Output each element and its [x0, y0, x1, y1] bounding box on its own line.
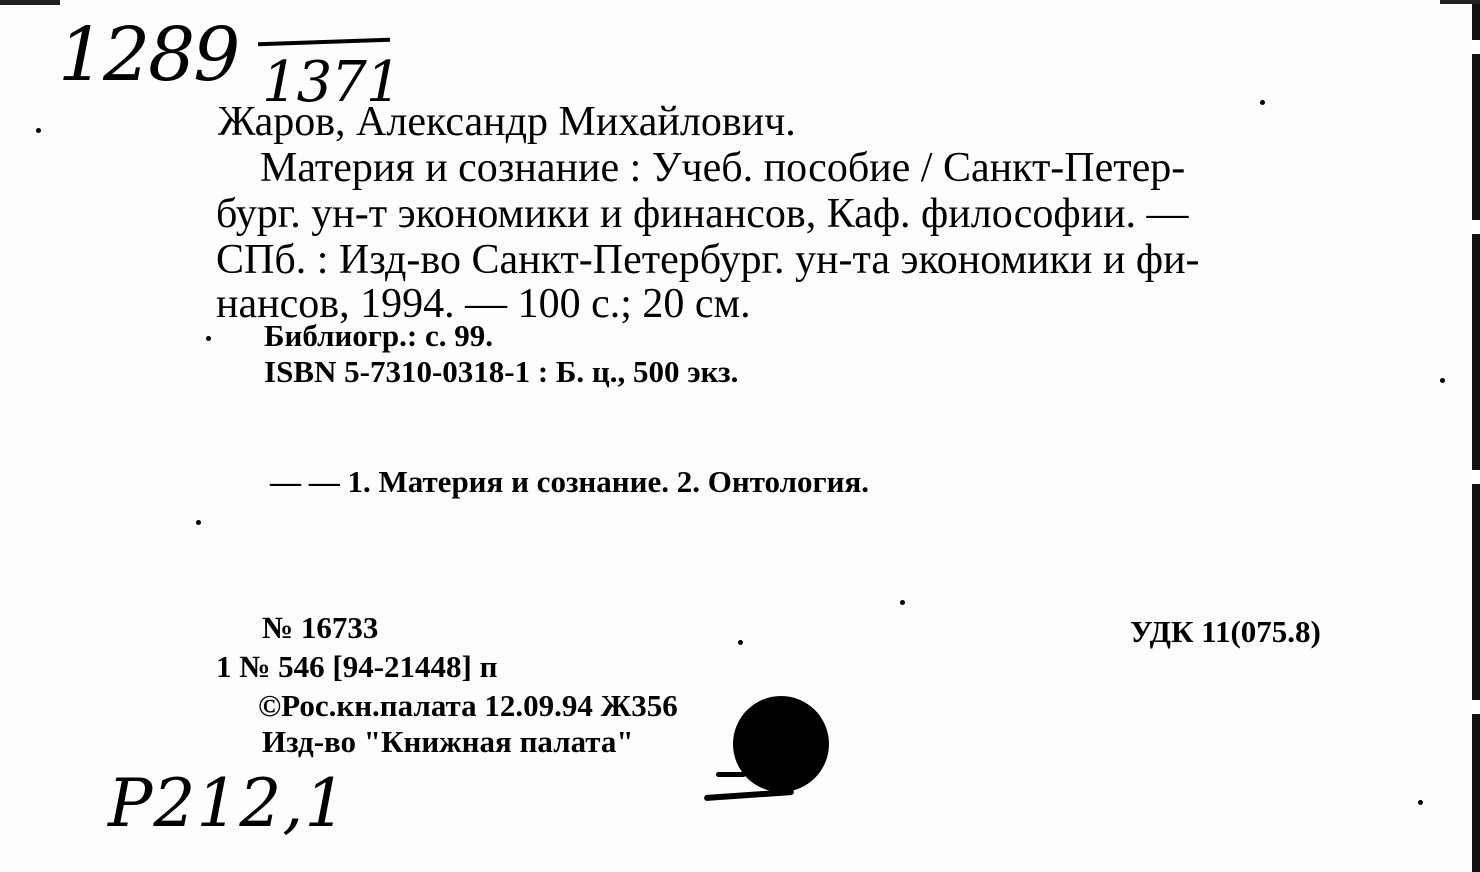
- ink-blot: [733, 696, 829, 792]
- book-chamber-line: ©Рос.кн.палата 12.09.94 Ж356: [258, 688, 678, 723]
- description-line-3: СПб. : Изд-во Санкт-Петербург. ун-та экономики и фи-: [216, 237, 1200, 283]
- speck: [1418, 800, 1423, 805]
- author-heading: Жаров, Александр Михайлович.: [218, 99, 796, 145]
- speck: [206, 336, 211, 341]
- subject-headings: — — 1. Материя и сознание. 2. Онтология.: [270, 464, 869, 499]
- handwritten-overline: [258, 38, 390, 47]
- description-line-2: бург. ун-т экономики и финансов, Каф. философии. —: [216, 191, 1189, 237]
- isbn-line: ISBN 5-7310-0318-1 : Б. ц., 500 экз.: [264, 354, 739, 389]
- description-line-4: нансов, 1994. — 100 с.; 20 см.: [216, 281, 751, 327]
- speck: [738, 640, 743, 645]
- speck: [1440, 378, 1445, 383]
- card-edge-top-right: [1440, 0, 1480, 4]
- speck: [900, 600, 905, 605]
- description-line-1: Материя и сознание : Учеб. пособие / Санкт-Петер-: [260, 145, 1186, 191]
- registration-number: № 16733: [262, 610, 379, 645]
- speck: [1260, 100, 1265, 105]
- handwritten-shelf-code: P212,1: [108, 765, 348, 842]
- handwritten-catalog-number: 1289: [58, 12, 239, 98]
- handwritten-second-number: 1371: [262, 50, 401, 115]
- udk-code: УДК 11(075.8): [1130, 614, 1321, 649]
- ink-stroke-small: [716, 772, 746, 777]
- speck: [36, 128, 41, 133]
- card-edge: [1472, 0, 1480, 872]
- card-edge-top: [0, 0, 60, 5]
- ink-stroke: [704, 789, 794, 801]
- bibliography-note: Библиогр.: с. 99.: [264, 318, 493, 353]
- card-number-line: 1 № 546 [94-21448] п: [216, 649, 498, 684]
- speck: [196, 520, 201, 525]
- publisher-line: Изд-во "Книжная палата": [262, 724, 634, 759]
